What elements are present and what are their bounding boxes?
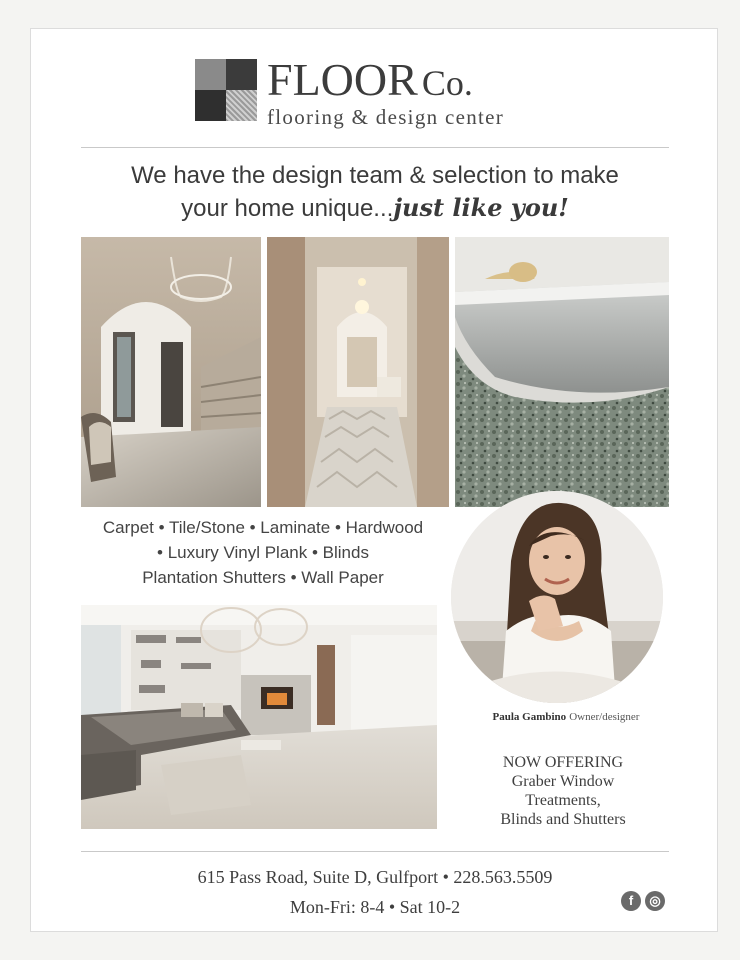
offer-line-4: Blinds and Shutters: [500, 811, 626, 828]
floorco-logo-mark: [195, 59, 257, 121]
offer-line-3: Treatments,: [525, 792, 601, 809]
instagram-icon[interactable]: ◎: [645, 891, 665, 911]
headline-unique: your home unique...: [181, 195, 394, 222]
product-line-2: • Luxury Vinyl Plank • Blinds: [157, 543, 369, 562]
business-hours: Mon-Fri: 8-4 • Sat 10-2: [289, 897, 461, 917]
headline-line-1: We have the design team & selection to make: [131, 162, 619, 189]
top-divider: [81, 147, 669, 148]
headline-script: just like you!: [393, 193, 569, 222]
offer-line-2: Graber Window: [511, 773, 615, 790]
product-list: [63, 515, 463, 590]
hallway-photo: [267, 237, 449, 507]
product-line-1: Carpet • Tile/Stone • Laminate • Hardwood: [102, 518, 424, 537]
bottom-divider: [81, 851, 669, 852]
now-offering-block: [463, 753, 663, 829]
brand-tagline: flooring & design center: [267, 105, 505, 129]
headline-line-2: [31, 193, 719, 224]
address-phone: 615 Pass Road, Suite D, Gulfport • 228.563.5509: [197, 867, 553, 887]
bathtub-granite-photo: [455, 237, 669, 507]
owner-name: Paula Gambino: [492, 711, 567, 723]
owner-title: Owner/designer: [569, 711, 640, 723]
brand-floor: FLOOR: [267, 54, 418, 105]
owner-portrait: [451, 491, 663, 703]
brand-co: Co.: [421, 63, 473, 103]
owner-caption: [461, 711, 671, 723]
advertisement-page: [30, 28, 718, 932]
brand-name: [267, 54, 473, 105]
facebook-icon[interactable]: f: [621, 891, 641, 911]
foyer-photo: [81, 237, 261, 507]
product-line-3: Plantation Shutters • Wall Paper: [142, 568, 384, 587]
living-room-photo: [81, 605, 437, 829]
offer-line-1: NOW OFFERING: [502, 754, 624, 771]
